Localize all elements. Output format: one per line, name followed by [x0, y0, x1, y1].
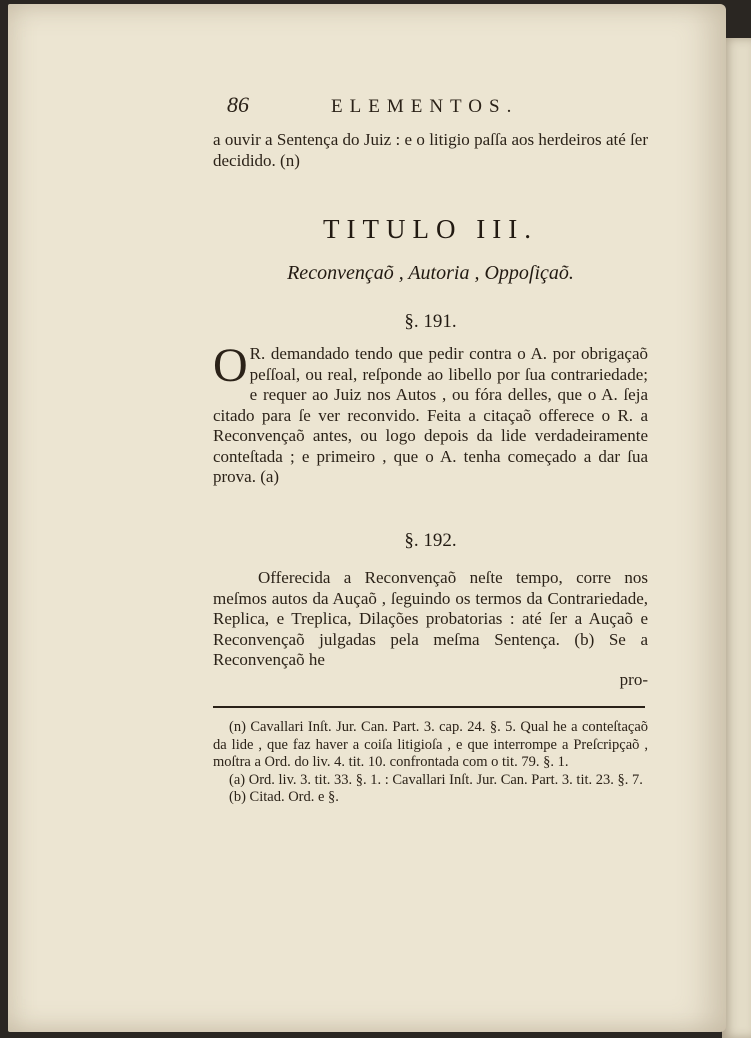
- footnote-rule: [213, 706, 645, 708]
- section-mark-191: §. 191.: [404, 311, 457, 332]
- page-header: [227, 92, 647, 122]
- chapter-title: TITULO III.: [323, 214, 538, 244]
- catchword: pro-: [619, 670, 648, 689]
- page-number: 86: [227, 92, 249, 117]
- drop-cap: O: [213, 339, 248, 392]
- section-191-paragraph: [213, 339, 648, 488]
- chapter-subtitle: Reconvençaõ , Autoria , Oppoſiçaõ.: [287, 262, 574, 284]
- footnote-a: (a) Ord. liv. 3. tit. 33. §. 1. : Cavallari Inſt. Jur. Can. Part. 3. tit. 23. §. 7.: [229, 771, 643, 788]
- footnote-b: (b) Citad. Ord. e §.: [229, 789, 339, 805]
- adjacent-page-edge: [722, 38, 751, 1038]
- section-mark-192: §. 192.: [404, 530, 457, 551]
- running-head: ELEMENTOS.: [331, 96, 519, 117]
- footnotes: [213, 719, 648, 807]
- footnote-n: (n) Cavallari Inſt. Jur. Can. Part. 3. cap. 24. §. 5. Qual he a conteſtaçaõ da lide , que faz haver a coiſa litigioſa , e que interrompe a Preſcripçaõ , moſtra a Ord. do liv. 4. tit. 10. confrontada com o tit. 79. §. 1.: [213, 719, 648, 770]
- section-191-text: R. demandado tendo que pedir contra o A. por obrigaçaõ peſſoal, ou real, reſponde ao libello por ſua contrariedade; e requer ao Juiz nos Autos , ou fóra delles, que o A. ſeja citado para ſe ver reconvido. Feita a citaçaõ offerece o R. a Reconvençaõ antes, ou logo depois da lide verdadeiramente conteſtada ; e primeiro , que o A. tenha começado a dar ſua prova. (a): [213, 344, 648, 486]
- carryover-paragraph: a ouvir a Sentença do Juiz : e o litigio paſſa aos herdeiros até ſer decidido. (n): [213, 130, 648, 170]
- section-192-paragraph: Offerecida a Reconvençaõ neſte tempo, corre nos meſmos autos da Auçaõ , ſeguindo os termos da Contrariedade, Replica, e Treplica, Dilações probatorias : até ſer a Auçaõ e Reconvençaõ julgadas pela meſma Sentença. (b) Se a Reconvençaõ he: [213, 568, 648, 669]
